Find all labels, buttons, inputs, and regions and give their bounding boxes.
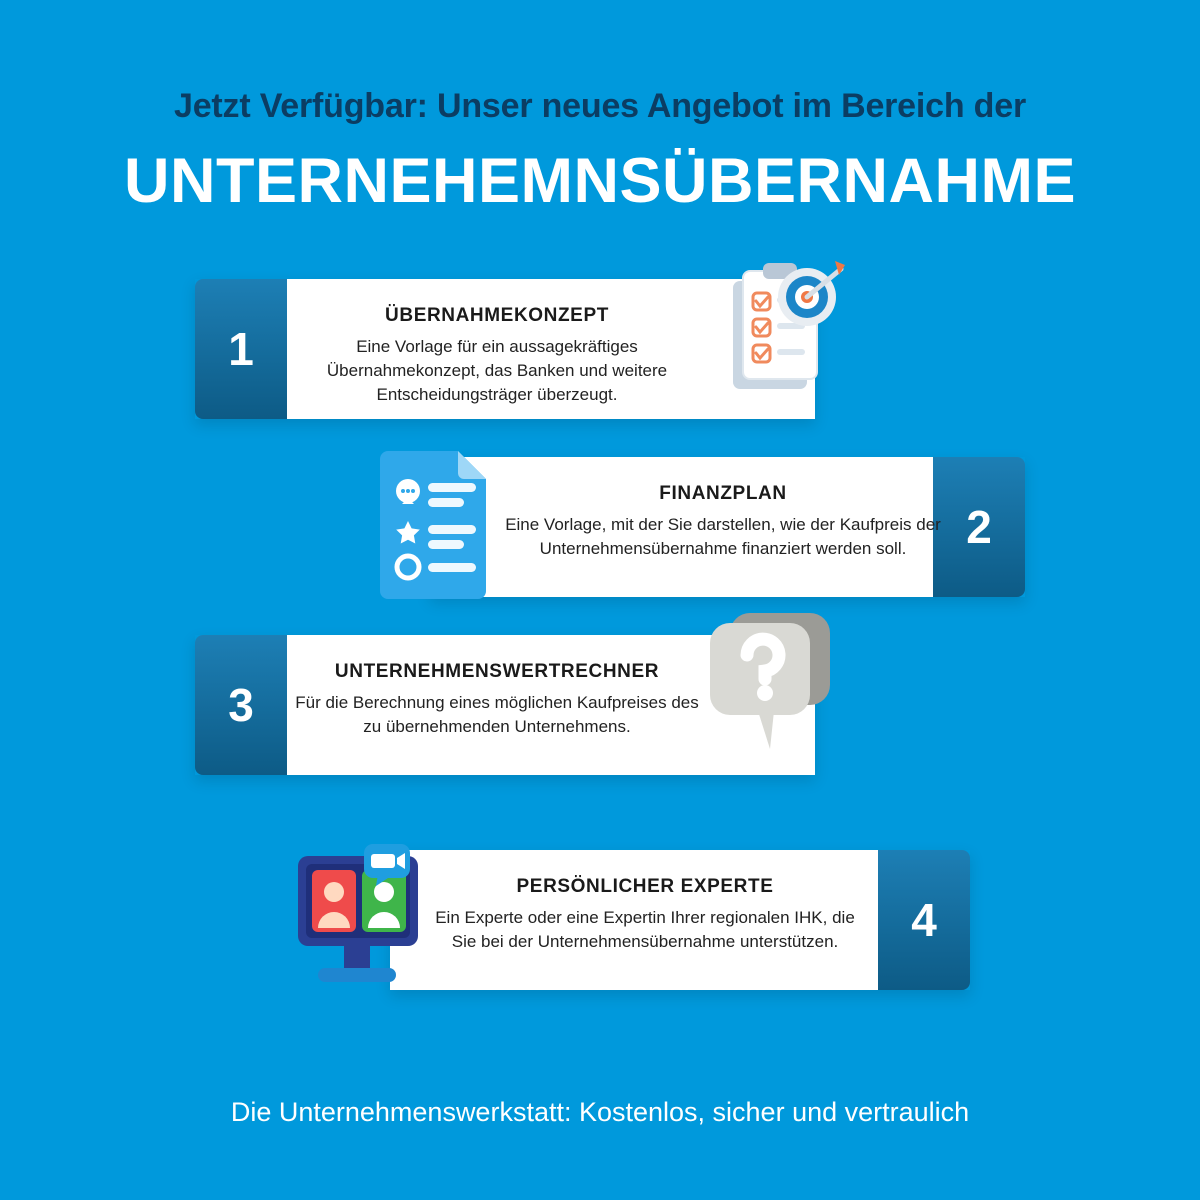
document-list-icon	[368, 439, 508, 619]
feature-desc-3: Für die Berechnung eines möglichen Kaufpreises des zu übernehmenden Unternehmens.	[295, 692, 699, 736]
list-item	[0, 635, 1200, 785]
list-item	[0, 850, 1200, 1000]
header-kicker: Jetzt Verfügbar: Unser neues Angebot im Bereich der	[174, 87, 1026, 125]
list-item	[0, 457, 1200, 607]
video-call-icon	[292, 844, 427, 1009]
feature-title-1: ÜBERNAHMEKONZEPT	[385, 304, 609, 326]
feature-number-1: 1	[195, 279, 287, 419]
feature-number-4: 4	[878, 850, 970, 990]
feature-list	[0, 279, 1200, 1000]
feature-text-2	[498, 483, 948, 561]
feature-title-4: PERSÖNLICHER EXPERTE	[516, 875, 774, 897]
feature-desc-1: Eine Vorlage für ein aussagekräftiges Übernahmekonzept, das Banken und weitere Entscheidungsträger überzeugt.	[326, 336, 668, 404]
header	[0, 0, 1200, 217]
feature-desc-2: Eine Vorlage, mit der Sie darstellen, wie der Kaufpreis der Unternehmensübernahme finanziert werden soll.	[505, 514, 941, 558]
feature-text-3	[287, 661, 707, 739]
feature-text-4	[430, 876, 860, 954]
question-bubble-icon	[700, 603, 840, 783]
feature-number-2: 2	[933, 457, 1025, 597]
feature-text-1	[287, 305, 707, 407]
list-item	[0, 279, 1200, 429]
footer-note: Die Unternehmenswerkstatt: Kostenlos, sicher und vertraulich	[230, 1097, 970, 1127]
feature-title-2: FINANZPLAN	[659, 482, 787, 504]
clipboard-target-icon	[715, 257, 845, 427]
feature-title-3: UNTERNEHMENSWERTRECHNER	[334, 660, 660, 682]
page-title: UNTERNEHEMNSÜBERNAHME	[123, 146, 1077, 217]
feature-desc-4: Ein Experte oder eine Expertin Ihrer regionalen IHK, die Sie bei der Unternehmensübernahme unterstützen.	[435, 907, 855, 951]
feature-number-3: 3	[195, 635, 287, 775]
